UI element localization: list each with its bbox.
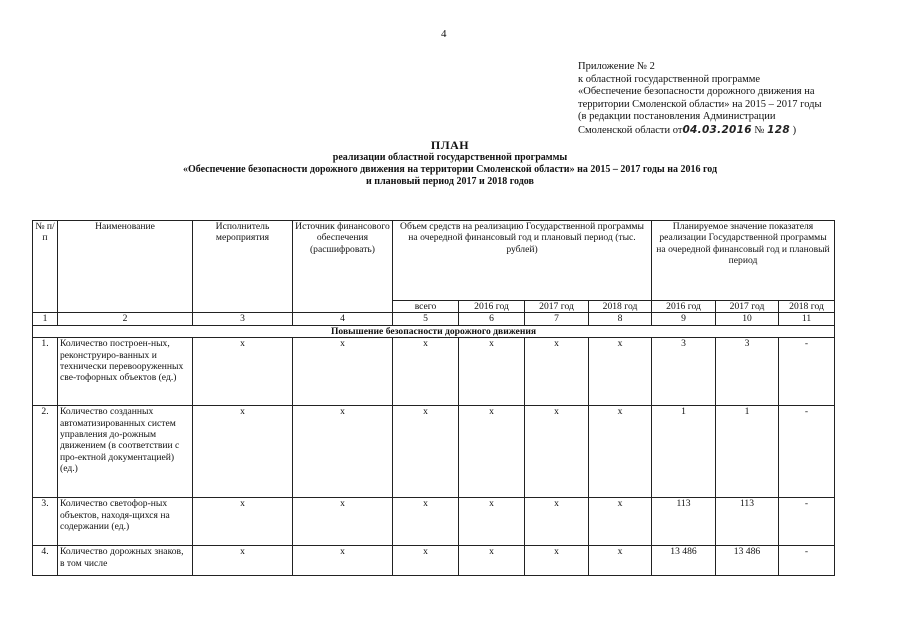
cell-no: 2. [33,406,58,498]
title-line: и плановый период 2017 и 2018 годов [366,176,534,188]
cell-planned-2018: - [779,498,835,546]
section-row [33,325,835,337]
cell-planned-2017: 13 486 [716,546,779,576]
page-number: 4 [441,28,447,40]
header-2016: 2016 год [459,301,525,313]
cell-no: 4. [33,546,58,576]
number-sign: № [751,124,768,136]
section-title: Повышение безопасности дорожного движения [33,325,835,337]
header-2017: 2017 год [525,301,589,313]
cell-name: Количество светофор-ных объектов, находя-щихся на содержании (ед.) [58,498,193,546]
cell-2018: х [589,546,652,576]
header-source: Источник финансового обеспечения (расшифровать) [293,221,393,313]
table-row [33,338,835,406]
cell-no: 3. [33,498,58,546]
cell-planned-2016: 3 [652,338,716,406]
column-number: 4 [293,313,393,325]
header-planned-2018: 2018 год [779,301,835,313]
header-planned-2016: 2016 год [652,301,716,313]
cell-executor: х [193,546,293,576]
cell-planned-2018: - [779,338,835,406]
cell-executor: х [193,338,293,406]
header-2018: 2018 год [589,301,652,313]
header-planned: Планируемое значение показателя реализации Государственной программы на очередной финансовый год и плановый период [652,221,835,301]
header-total: всего [393,301,459,313]
cell-source: х [293,498,393,546]
cell-2016: х [459,406,525,498]
column-number: 6 [459,313,525,325]
cell-total: х [393,546,459,576]
cell-2018: х [589,498,652,546]
header-planned-2017: 2017 год [716,301,779,313]
cell-total: х [393,338,459,406]
header-no: № п/п [33,221,58,313]
cell-name: Количество созданных автоматизированных систем управления до-рожным движением (в соответствии с про-ектной документацией) (ед.) [58,406,193,498]
cell-2018: х [589,406,652,498]
cell-name: Количество дорожных знаков, в том числе [58,546,193,576]
cell-2016: х [459,338,525,406]
cell-2016: х [459,546,525,576]
cell-planned-2016: 113 [652,498,716,546]
cell-planned-2018: - [779,406,835,498]
appendix-block [578,61,878,138]
appendix-date-prefix: Смоленской области от [578,124,683,136]
appendix-line: к областной государственной программе [578,73,761,85]
cell-source: х [293,546,393,576]
column-number-row [33,313,835,325]
cell-source: х [293,338,393,406]
column-number: 10 [716,313,779,325]
title-line: «Обеспечение безопасности дорожного движения на территории Смоленской области» на 2015 – 2017 годы на 2016 год [182,164,718,176]
column-number: 1 [33,313,58,325]
cell-source: х [293,406,393,498]
header-executor: Исполнитель мероприятия [193,221,293,313]
cell-name: Количество построен-ных, реконструиро-ванных и технически перевооруженных све-тофорных объектов (ед.) [58,338,193,406]
column-number: 5 [393,313,459,325]
cell-executor: х [193,498,293,546]
table-row [33,546,835,576]
header-name: Наименование [58,221,193,313]
table-row [33,406,835,498]
cell-2017: х [525,338,589,406]
cell-no: 1. [33,338,58,406]
cell-2017: х [525,498,589,546]
table-row [33,498,835,546]
plan-table [32,220,835,576]
column-number: 8 [589,313,652,325]
cell-planned-2017: 113 [716,498,779,546]
cell-2017: х [525,546,589,576]
appendix-line: «Обеспечение безопасности дорожного движения на [578,86,815,98]
closing-paren: ) [789,124,797,136]
handwritten-date: 04.03.2016 [682,123,752,136]
cell-2018: х [589,338,652,406]
cell-total: х [393,498,459,546]
handwritten-number: 128 [767,123,790,136]
document-title [100,138,800,189]
cell-executor: х [193,406,293,498]
column-number: 2 [58,313,193,325]
cell-total: х [393,406,459,498]
cell-planned-2018: - [779,546,835,576]
cell-2017: х [525,406,589,498]
column-number: 11 [779,313,835,325]
column-number: 9 [652,313,716,325]
column-number: 3 [193,313,293,325]
title-line: реализации областной государственной программы [332,152,568,163]
appendix-line: Приложение № 2 [578,61,655,72]
cell-planned-2017: 3 [716,338,779,406]
cell-2016: х [459,498,525,546]
header-row [33,221,835,301]
appendix-line [578,124,878,138]
cell-planned-2016: 1 [652,406,716,498]
header-volume: Объем средств на реализацию Государственной программы на очередной финансовый год и плановый период (тыс. рублей) [393,221,652,301]
appendix-line: территории Смоленской области» на 2015 – 2017 годы [578,98,822,110]
column-number: 7 [525,313,589,325]
cell-planned-2016: 13 486 [652,546,716,576]
appendix-line: (в редакции постановления Администрации [578,111,776,123]
cell-planned-2017: 1 [716,406,779,498]
title-plan: ПЛАН [430,138,470,152]
